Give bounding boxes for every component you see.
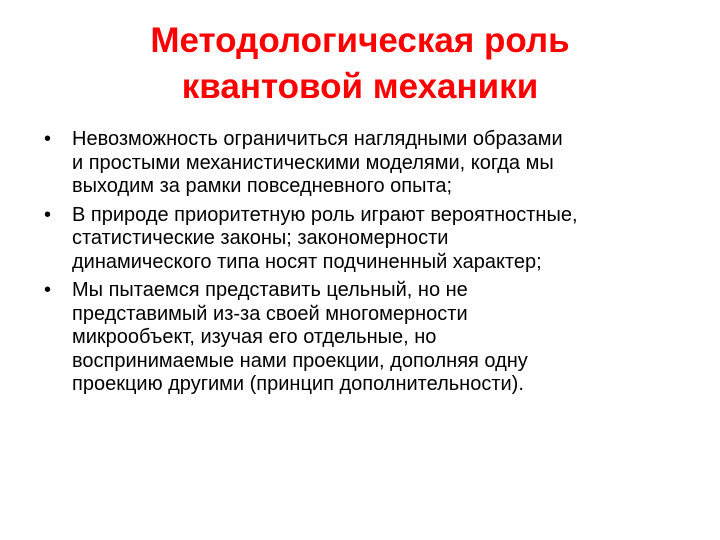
bullet-item (44, 204, 684, 275)
bullet-line: представимый из-за своей многомерности (72, 302, 468, 325)
slide-title (40, 18, 680, 110)
bullet-line: В природе приоритетную роль играют вероятностные, (72, 203, 578, 226)
bullet-icon: • (44, 279, 52, 301)
bullet-line: микрообъект, изучая его отдельные, но (72, 326, 437, 348)
slide-title-line: квантовой механики (181, 67, 539, 106)
bullet-line: динамического типа носят подчиненный характер; (72, 250, 542, 273)
bullet-line: и простыми механистическими моделями, когда мы (72, 151, 554, 174)
bullet-line: воспринимаемые нами проекции, дополняя одну (72, 349, 528, 372)
bullet-line: статистические законы; закономерности (72, 227, 449, 249)
bullet-icon: • (44, 203, 52, 226)
slide-title-line: Методологическая роль (150, 21, 570, 60)
bullet-text (72, 128, 684, 199)
bullet-list (44, 128, 684, 402)
bullet-text (72, 279, 684, 397)
bullet-item (44, 128, 684, 199)
bullet-line: выходим за рамки повседневного опыта; (72, 175, 453, 197)
bullet-icon: • (44, 128, 52, 150)
bullet-line: Мы пытаемся представить цельный, но не (72, 279, 468, 301)
bullet-line: проекцию другими (принцип дополнительности). (72, 373, 524, 395)
bullet-line: Невозможность ограничиться наглядными образами (72, 128, 563, 150)
bullet-text (72, 204, 684, 275)
bullet-item (44, 279, 684, 397)
